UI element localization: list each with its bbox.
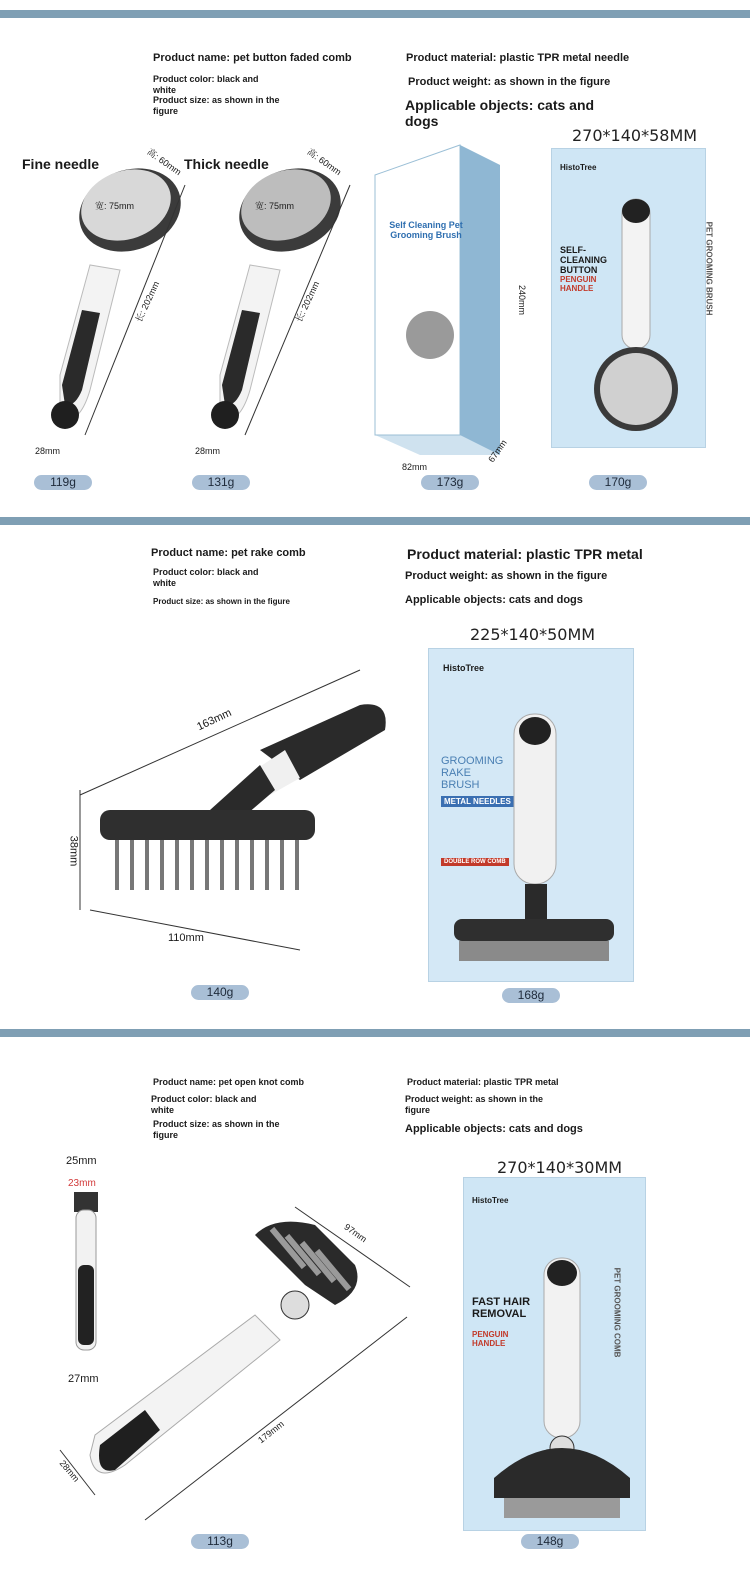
knot-dim-bottom: 27mm bbox=[68, 1373, 99, 1385]
s1-weight-badge-4: 170g bbox=[589, 475, 647, 490]
thick-dim-diameter: 宽: 75mm bbox=[255, 201, 295, 211]
s1-applicable-objects: Applicable objects: cats and dogs bbox=[405, 97, 595, 129]
s1-product-name: Product name: pet button faded comb bbox=[153, 52, 352, 64]
s2-product-name: Product name: pet rake comb bbox=[151, 547, 306, 559]
s1-product-material: Product material: plastic TPR metal needle bbox=[406, 52, 630, 64]
s3-product-material: Product material: plastic TPR metal bbox=[407, 1077, 559, 1087]
s1-product-weight: Product weight: as shown in the figure bbox=[408, 76, 611, 88]
s2-package-dimensions: 225*140*50MM bbox=[470, 625, 596, 644]
s1-weight-badge-1: 119g bbox=[34, 475, 92, 490]
card1-brand: HistoTree bbox=[560, 163, 597, 172]
s1-product-color: Product color: black and white bbox=[153, 74, 259, 95]
fine-dim-length: 长: 202mm bbox=[133, 279, 162, 324]
knot-dim-top: 25mm bbox=[66, 1155, 97, 1167]
rake-dim-width: 110mm bbox=[168, 932, 204, 944]
rake-dim-height: 38mm bbox=[67, 835, 80, 867]
thick-brush-handle bbox=[211, 265, 280, 429]
rake-comb-teeth bbox=[115, 840, 299, 890]
retail-card-2 bbox=[428, 648, 634, 982]
s3-product-size: Product size: as shown in the figure bbox=[153, 1119, 280, 1140]
s3-weight-badge-1: 113g bbox=[191, 1534, 249, 1549]
s3-applicable-objects: Applicable objects: cats and dogs bbox=[405, 1123, 583, 1135]
card3-subtitle: PENGUIN HANDLE bbox=[472, 1330, 509, 1348]
card1-subtitle: PENGUIN HANDLE bbox=[560, 275, 597, 293]
box-dim-width: 82mm bbox=[402, 462, 428, 472]
s2-product-size: Product size: as shown in the figure bbox=[153, 597, 290, 606]
s2-weight-badge-2: 168g bbox=[502, 988, 560, 1003]
fine-needle-brush-illustration bbox=[20, 145, 190, 465]
s2-applicable-objects: Applicable objects: cats and dogs bbox=[405, 594, 583, 606]
knot-dim-length: 179mm bbox=[256, 1418, 286, 1446]
s1-weight-badge-3: 173g bbox=[421, 475, 479, 490]
card1-title: SELF-CLEANING BUTTON bbox=[560, 245, 607, 275]
fine-dim-height: 高: 60mm bbox=[145, 146, 184, 178]
card3-title: FAST HAIR REMOVAL bbox=[472, 1296, 531, 1320]
card2-brand: HistoTree bbox=[443, 663, 485, 673]
knot-comb-illustration bbox=[55, 1195, 415, 1525]
card3-side-text: PET GROOMING COMB bbox=[612, 1267, 622, 1358]
s3-package-dimensions: 270*140*30MM bbox=[497, 1158, 623, 1177]
fine-needle-label: Fine needle bbox=[22, 156, 100, 172]
s2-product-weight: Product weight: as shown in the figure bbox=[405, 570, 608, 582]
s1-product-size: Product size: as shown in the figure bbox=[153, 95, 280, 116]
card1-brush-illustration bbox=[572, 189, 692, 439]
s3-product-weight: Product weight: as shown in the figure bbox=[405, 1094, 544, 1115]
s2-product-color: Product color: black and white bbox=[153, 567, 259, 588]
s2-product-material: Product material: plastic TPR metal bbox=[407, 546, 643, 562]
thick-needle-brush-illustration bbox=[180, 145, 355, 465]
section-divider-2 bbox=[0, 517, 750, 525]
card3-brand: HistoTree bbox=[472, 1196, 509, 1205]
s1-package-dimensions: 270*140*58MM bbox=[572, 126, 698, 145]
s3-product-name: Product name: pet open knot comb bbox=[153, 1077, 305, 1087]
box-title: Self Cleaning Pet Grooming Brush bbox=[389, 220, 463, 240]
section-divider-top bbox=[0, 10, 750, 18]
s3-weight-badge-2: 148g bbox=[521, 1534, 579, 1549]
card1-side-text: PET GROOMING BRUSH bbox=[704, 221, 714, 316]
section-divider-3 bbox=[0, 1029, 750, 1037]
thick-needle-label: Thick needle bbox=[184, 156, 269, 172]
thick-dim-width: 28mm bbox=[195, 446, 221, 456]
rake-comb-illustration bbox=[60, 660, 405, 960]
s2-weight-badge-1: 140g bbox=[191, 985, 249, 1000]
thick-dim-height: 高: 60mm bbox=[305, 146, 344, 178]
card2-title: GROOMING RAKE BRUSH bbox=[441, 755, 504, 791]
knot-dim-head: 97mm bbox=[342, 1221, 369, 1245]
card2-rake-illustration bbox=[449, 709, 619, 979]
retail-card-1 bbox=[551, 148, 714, 448]
card3-comb-illustration bbox=[484, 1248, 634, 1528]
product-box-illustration bbox=[370, 135, 515, 465]
fine-brush-handle bbox=[51, 265, 120, 429]
thick-dim-length: 长: 202mm bbox=[293, 279, 322, 324]
s3-product-color: Product color: black and white bbox=[151, 1094, 257, 1115]
fine-dim-diameter: 宽: 75mm bbox=[95, 201, 135, 211]
card2-tag2: DOUBLE ROW COMB bbox=[441, 858, 509, 866]
box-dim-height: 240mm bbox=[517, 284, 528, 316]
s1-weight-badge-2: 131g bbox=[192, 475, 250, 490]
knot-dim-top-red: 23mm bbox=[68, 1178, 96, 1189]
knot-dim-width: 28mm bbox=[57, 1458, 82, 1484]
retail-card-3 bbox=[463, 1177, 646, 1531]
fine-dim-width: 28mm bbox=[35, 446, 61, 456]
box-dim-depth: 67mm bbox=[486, 437, 509, 465]
rake-dim-length: 163mm bbox=[195, 706, 234, 734]
card2-tag: METAL NEEDLES bbox=[441, 796, 514, 807]
